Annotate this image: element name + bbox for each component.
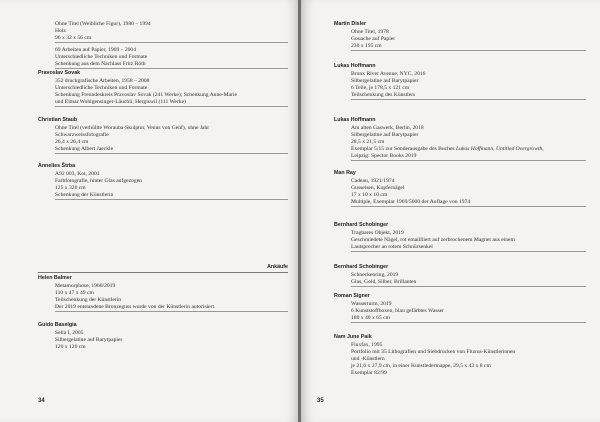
entry-line: Metamorphose, 1960/2019 — [55, 283, 116, 289]
entry-bernhard-schobinger-objekt — [334, 222, 586, 253]
entry-line: Ohne Titel, 1978 — [351, 29, 389, 35]
entry-line: Schenkung aus dem Nachlass Fritz Röth — [55, 60, 146, 67]
artist-name: Man Ray — [334, 170, 356, 176]
entry-line: Exemplar 82/99 — [351, 369, 387, 376]
right-page — [301, 0, 600, 422]
entry-line: Schenkung der Künstlerin — [55, 191, 114, 198]
page-number: 34 — [38, 398, 45, 404]
entry-line: Teilschenkung der Künstlerin — [55, 296, 122, 303]
entry-helen-balmer — [38, 275, 288, 313]
page-number: 35 — [317, 398, 324, 404]
entry-christian-staub — [38, 117, 288, 155]
entry-line: Silbergelatine auf Barytpapier — [55, 336, 123, 343]
entry-lukas-hoffmann-gaswerk — [334, 117, 586, 162]
entry-line: 120 x 120 cm — [55, 343, 86, 350]
entry-line: und Elmar Wohlgensinger-Läuchli, Hergiswil (111 Werke) — [55, 98, 186, 105]
entry-69-works — [38, 47, 288, 70]
entry-line: Gusseisen, Kupfernägel — [351, 184, 405, 191]
entry-pravoslav-sovak — [38, 70, 288, 108]
section-divider — [38, 272, 288, 273]
artist-name: Pravoslav Sovak — [38, 70, 81, 76]
entry-line: Portfolio mit 35 Lithografien und Siebdrucken von Fluxus-Künstlerinnen — [351, 348, 516, 355]
entry-line: 28,5 x 21,5 cm — [351, 138, 385, 145]
entry-line: Multiple, Exemplar 1969/5000 der Auflage von 1974 — [351, 198, 471, 205]
artist-name: Helen Balmer — [38, 275, 72, 281]
artist-name: Lukas Hoffmann — [334, 63, 376, 69]
entry-lukas-hoffmann-bronx — [334, 63, 586, 101]
entry-line: Cadeau, 1921/1974 — [351, 178, 395, 184]
entry-line: Der 2019 entstandene Bronzeguss wurde von der Künstlerin autorisiert. — [55, 303, 216, 310]
entry-line: Schenkung Albert Jaeckle — [55, 145, 114, 152]
entry-line: Gouache auf Papier — [351, 35, 396, 42]
entry-line: Sella I, 2005 — [55, 330, 84, 336]
entry-text: Exemplar 5/15 zur Sonderausgabe des Buches — [351, 145, 457, 152]
entry-line: Fluxfax, 1995 — [351, 342, 383, 348]
artist-name: Bernhard Schobinger — [334, 222, 389, 228]
entry-line: Leipzig: Spector Books 2019 — [351, 152, 417, 159]
entry-line — [351, 146, 586, 153]
entry-line: Am alten Gaswerk, Berlin, 2018 — [351, 125, 424, 131]
entry-line: 69 Arbeiten auf Papier, 1969 – 2004 — [55, 47, 137, 53]
entry-line: Tragbares Objekt, 2019 — [351, 230, 404, 236]
artist-name: Lukas Hoffmann — [334, 117, 376, 123]
artist-name: Martin Disler — [334, 21, 367, 27]
entry-line: A92 003, Koi, 2001 — [55, 171, 100, 177]
book-title: Lukas Hoffmann, Untitled Overgrowth — [456, 145, 543, 152]
entry-line: Wasserturm, 2019 — [351, 301, 392, 307]
entry-line: Holz — [55, 27, 66, 34]
section-title-ankaeufe: Ankäufe — [267, 264, 288, 270]
entry-line: Schwarzweissfotografie — [55, 131, 109, 138]
entry-line: Lautsprecher an rotem Schnürsenkel — [351, 243, 433, 250]
artist-name: Bernhard Schobinger — [334, 264, 389, 270]
entry-line: 230 x 195 cm — [351, 42, 382, 49]
entry-line: Unterschiedliche Techniken und Formate — [55, 53, 148, 60]
entry-line: Farbfotografie, hinter Glas aufgezogen — [55, 177, 142, 184]
entry-line: Teilschenkung des Künstlers — [351, 91, 416, 98]
entry-guido-baselgia — [38, 322, 288, 351]
entry-line: 17 x 10 x 10 cm — [351, 191, 388, 198]
artist-name: Roman Signer — [334, 293, 370, 299]
entry-line: 125 x 320 cm — [55, 184, 86, 191]
artist-name: Annelies Štrba — [38, 163, 76, 169]
entry-untitled-female-figure — [38, 21, 288, 44]
entry-line: Glas, Gold, Silber, Brillanten — [351, 278, 417, 285]
entry-line: Bronx River Avenue, NYC, 2016 — [351, 71, 426, 77]
entry-line: 96 x 32 x 56 cm — [55, 34, 92, 41]
entry-line: 180 x 40 x 65 cm — [351, 314, 390, 321]
left-page — [0, 0, 299, 422]
entry-line: 26,4 x 26,4 cm — [55, 138, 89, 145]
entry-line: 6 Kunststoffboxen, blau gefärbtes Wasser — [351, 307, 445, 314]
entry-line: und -Künstlern — [351, 355, 385, 362]
entry-text: , — [542, 145, 544, 152]
artist-name: Guido Baselgia — [38, 322, 77, 328]
entry-line: Ohne Titel (Weibliche Figur), 1980 – 1994 — [55, 21, 151, 27]
entry-line: Schneckenring, 2019 — [351, 272, 399, 278]
entry-line: 6 Teile, je 178,5 x 121 cm — [351, 84, 410, 91]
entry-line: Schenkung Freundeskreis Pravoslav Sovak (241 Werke); Schenkung Anne-Marie — [55, 91, 237, 98]
entry-roman-signer — [334, 293, 586, 324]
entry-martin-disler — [334, 21, 586, 52]
entry-annelies-strba — [38, 163, 288, 201]
entry-line: 352 druckgrafische Arbeiten, 1958 – 2008 — [55, 78, 150, 84]
entry-line: Silbergelatine auf Barytpapier — [351, 131, 419, 138]
entry-line: Ohne Titel (verhüllte Worauba-Skulptur, Venus von Genf), ohne Jahr — [55, 125, 210, 131]
entry-man-ray — [334, 170, 586, 208]
entry-line: 110 x 47 x 49 cm — [55, 289, 94, 296]
entry-line: Silbergelatine auf Barytpapier — [351, 77, 419, 84]
entry-bernhard-schobinger-ring — [334, 264, 586, 288]
entry-line: Unterschiedliche Techniken und Formate — [55, 84, 148, 91]
entry-line: Geschmiedete Nägel, rot emaillliert auf zerbrochenem Magnet aus einem — [351, 236, 515, 243]
entry-line: je 21,6 x 27,9 cm, in einer Kunstledermappe, 29,5 x 43 x 8 cm — [351, 362, 491, 369]
entry-nam-june-paik — [334, 334, 586, 377]
artist-name: Nam June Paik — [334, 334, 372, 340]
artist-name: Christian Staub — [38, 117, 78, 123]
